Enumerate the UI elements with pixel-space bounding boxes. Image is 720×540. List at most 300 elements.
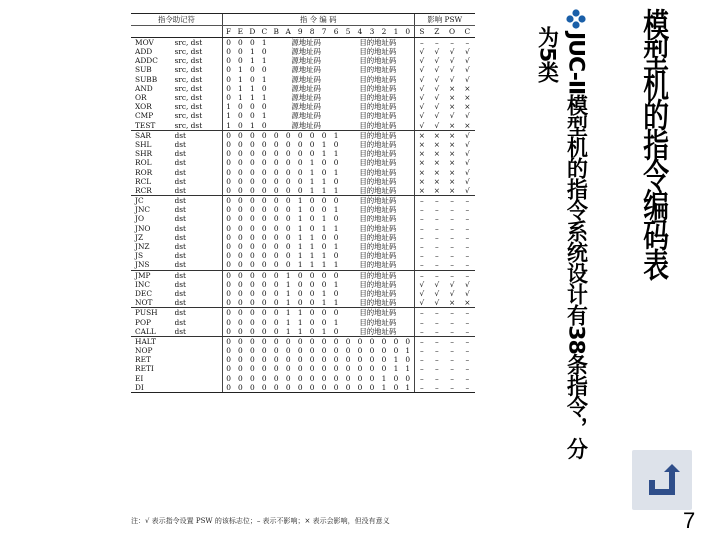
bit-cell: 0 xyxy=(249,373,255,383)
bit-cell: 0 xyxy=(237,336,243,346)
bit-cell: 0 xyxy=(249,214,255,224)
destination-address-field: 目的地址码 xyxy=(359,102,397,112)
bit-cell: 0 xyxy=(381,355,387,365)
mnemonic-cell: JNZ xyxy=(135,242,150,252)
bit-cell: 1 xyxy=(285,270,291,280)
bit-cell: 0 xyxy=(393,346,399,356)
bit-header: 1 xyxy=(390,26,402,38)
table-row xyxy=(131,270,475,280)
operand-cell: dst xyxy=(174,158,187,168)
bit-cell: 0 xyxy=(297,279,303,289)
bit-cell: 0 xyxy=(309,355,315,365)
bit-cell: 0 xyxy=(237,308,243,318)
bit-cell: 0 xyxy=(270,327,282,337)
bit-cell: 0 xyxy=(405,336,411,346)
mnemonic-cell: JZ xyxy=(135,232,144,242)
operand-cell: dst xyxy=(174,214,187,224)
bit-header: 4 xyxy=(354,26,366,38)
bit-cell: 0 xyxy=(249,74,255,84)
bit-cell: 0 xyxy=(285,149,291,159)
bit-cell: 0 xyxy=(222,38,234,48)
psw-flag-cell: – xyxy=(434,355,439,365)
bit-cell: 0 xyxy=(222,93,234,102)
table-row xyxy=(131,168,475,177)
mnemonic-cell: JC xyxy=(135,196,144,206)
bit-cell: 0 xyxy=(297,167,303,177)
bit-cell: 0 xyxy=(333,355,339,365)
operand-cell xyxy=(175,346,223,355)
destination-address-field: 目的地址码 xyxy=(359,93,397,103)
bit-cell: 0 xyxy=(297,289,303,298)
bit-cell: 0 xyxy=(261,251,267,261)
bit-cell: 1 xyxy=(282,327,294,337)
psw-flag-cell: – xyxy=(460,327,475,337)
bit-cell: 0 xyxy=(222,56,234,65)
source-address-field: 源地址码 xyxy=(291,56,321,66)
bit-cell: 0 xyxy=(321,279,327,289)
source-address-field: 源地址码 xyxy=(291,83,321,93)
bit-cell: 0 xyxy=(285,158,291,168)
psw-flag-cell: × xyxy=(460,298,475,308)
psw-flag-cell: – xyxy=(450,355,454,365)
diamond-bullet-icon xyxy=(565,8,587,30)
bit-cell: 1 xyxy=(330,186,342,196)
bit-cell: 0 xyxy=(309,279,315,289)
bit-cell: 0 xyxy=(321,130,327,140)
bit-cell: 0 xyxy=(249,167,255,177)
destination-address-field: 目的地址码 xyxy=(359,65,397,75)
bit-cell: 0 xyxy=(393,373,399,383)
psw-flag-cell: √ xyxy=(434,83,440,93)
destination-address-field: 目的地址码 xyxy=(359,196,397,206)
bit-cell: 0 xyxy=(237,270,243,280)
table-row xyxy=(131,38,475,48)
bit-cell: 1 xyxy=(285,279,291,289)
bit-cell: 0 xyxy=(285,196,291,206)
bit-cell: 1 xyxy=(318,298,330,308)
bit-cell: 0 xyxy=(222,337,234,347)
destination-address-field: 目的地址码 xyxy=(359,130,397,140)
bit-cell: 0 xyxy=(222,280,234,289)
mnemonic-cell: INC xyxy=(135,279,151,289)
psw-flag-cell: × xyxy=(444,186,459,196)
destination-address-field: 目的地址码 xyxy=(359,232,397,242)
bit-cell: 0 xyxy=(249,364,255,374)
bit-header: 6 xyxy=(330,26,342,38)
psw-flag-cell: √ xyxy=(414,56,429,65)
psw-flag-cell: × xyxy=(429,186,444,196)
psw-flag-cell: – xyxy=(444,383,459,393)
bit-cell: 1 xyxy=(309,158,315,168)
bit-cell: 0 xyxy=(270,383,282,393)
bit-cell: 1 xyxy=(297,251,303,261)
bit-cell: 0 xyxy=(261,83,267,93)
bit-cell: 0 xyxy=(309,289,315,298)
bit-cell: 0 xyxy=(345,355,351,365)
bit-cell: 0 xyxy=(321,232,327,242)
psw-flag-cell: – xyxy=(465,223,470,233)
bit-cell: 0 xyxy=(321,346,327,356)
bit-cell: 1 xyxy=(261,93,267,103)
bit-cell: 0 xyxy=(261,308,267,318)
mnemonic-cell: JO xyxy=(135,214,145,224)
table-row xyxy=(131,140,475,149)
back-button[interactable] xyxy=(632,450,692,510)
bit-cell: 1 xyxy=(333,149,339,159)
bit-cell: 0 xyxy=(294,186,306,196)
psw-flag-cell: – xyxy=(450,232,454,242)
psw-flag-cell: – xyxy=(434,346,439,356)
psw-flag-cell: – xyxy=(414,308,429,318)
bit-cell: 0 xyxy=(273,373,279,383)
operand-cell: dst xyxy=(174,149,187,159)
bit-cell: 0 xyxy=(261,205,267,215)
bit-cell: 0 xyxy=(306,327,318,337)
bit-cell: 1 xyxy=(333,242,339,252)
bit-cell: 0 xyxy=(249,270,255,280)
bit-cell: 0 xyxy=(249,102,255,112)
psw-flag-cell: × xyxy=(444,121,459,131)
mnemonic-cell: RET xyxy=(135,355,151,365)
bit-cell: 0 xyxy=(246,383,258,393)
psw-flag-cell: – xyxy=(465,205,470,215)
psw-flag-cell: – xyxy=(465,251,470,261)
psw-flag-cell: √ xyxy=(429,121,444,131)
bit-cell: 1 xyxy=(297,308,303,318)
mnemonic-cell: AND xyxy=(135,83,153,93)
bit-cell: 0 xyxy=(249,279,255,289)
table-row xyxy=(131,308,475,318)
psw-flag-cell: – xyxy=(414,38,429,48)
bit-cell: 0 xyxy=(222,374,234,383)
bit-cell: 0 xyxy=(321,317,327,327)
bit-cell: 0 xyxy=(249,289,255,298)
psw-flag-cell: √ xyxy=(464,279,470,289)
psw-flag-cell: – xyxy=(465,336,470,346)
destination-address-field: 目的地址码 xyxy=(359,279,397,289)
bit-cell: 1 xyxy=(294,327,306,337)
operand-cell: dst xyxy=(174,279,187,289)
psw-flag-cell: √ xyxy=(464,47,470,57)
operand-cell: dst xyxy=(175,327,223,337)
bullet-text: JUC-II模型机的指令系统设计有38条指令，分 xyxy=(563,32,588,459)
bit-cell: 1 xyxy=(249,83,255,93)
bit-cell: 0 xyxy=(294,298,306,308)
bit-cell: 0 xyxy=(309,346,315,356)
bit-cell: 1 xyxy=(297,223,303,233)
bit-cell: 0 xyxy=(297,176,303,186)
bit-cell: 0 xyxy=(273,205,279,215)
psw-flag-cell: – xyxy=(444,261,459,271)
table-row xyxy=(131,233,475,242)
mnemonic-cell: RCL xyxy=(135,176,152,186)
bit-cell: 0 xyxy=(321,270,327,280)
bit-cell: 0 xyxy=(273,176,279,186)
bit-cell: 0 xyxy=(249,355,255,365)
bit-cell: 0 xyxy=(333,373,339,383)
operand-cell: dst xyxy=(174,251,187,261)
psw-flag-cell: √ xyxy=(414,289,429,298)
bit-cell: 0 xyxy=(222,318,234,327)
psw-flag-cell: – xyxy=(465,373,470,383)
bit-cell: 1 xyxy=(381,373,387,383)
psw-flag-cell: – xyxy=(450,37,454,47)
bit-cell: 0 xyxy=(309,336,315,346)
mnemonic-cell: SAR xyxy=(135,130,151,140)
psw-flag-cell: – xyxy=(414,233,429,242)
psw-flag-cell: √ xyxy=(414,66,429,75)
operand-cell: src, dst xyxy=(174,37,203,47)
bit-cell: 0 xyxy=(249,65,255,75)
bit-cell: 1 xyxy=(297,214,303,224)
bit-cell: 0 xyxy=(285,223,291,233)
bit-cell: 0 xyxy=(237,355,243,365)
table-row xyxy=(131,318,475,327)
mnemonic-cell: RCR xyxy=(131,186,175,196)
bit-cell: 0 xyxy=(237,223,243,233)
destination-address-field: 目的地址码 xyxy=(359,176,397,186)
psw-flag-cell: × xyxy=(464,102,471,112)
psw-flag-cell: √ xyxy=(449,111,455,121)
bit-cell: 0 xyxy=(273,279,279,289)
bit-cell: 0 xyxy=(381,346,387,356)
bit-cell: 0 xyxy=(249,317,255,327)
operand-cell: dst xyxy=(174,176,187,186)
psw-flag-cell: √ xyxy=(434,93,440,103)
operand-cell: dst xyxy=(174,130,187,140)
bit-header: 5 xyxy=(342,26,354,38)
bit-cell: 0 xyxy=(222,270,234,280)
bit-cell: 0 xyxy=(321,205,327,215)
psw-flag-cell: √ xyxy=(464,65,470,75)
table-row xyxy=(131,93,475,102)
bit-cell: 0 xyxy=(309,196,315,206)
table-row xyxy=(131,47,475,56)
bit-header: F xyxy=(222,26,234,38)
bit-header: C xyxy=(258,26,270,38)
table-row xyxy=(131,121,475,131)
bit-cell: 0 xyxy=(306,383,318,393)
psw-flag-cell: – xyxy=(465,317,470,327)
psw-flag-cell: – xyxy=(450,223,454,233)
psw-flag-cell: √ xyxy=(414,102,429,111)
bit-cell: 0 xyxy=(249,140,255,149)
psw-flag-cell: – xyxy=(414,374,429,383)
mnemonic-cell: OR xyxy=(135,93,147,103)
bit-cell: 0 xyxy=(237,317,243,327)
psw-flag-cell: – xyxy=(450,308,454,318)
bit-header: B xyxy=(270,26,282,38)
bit-cell: 0 xyxy=(249,196,255,206)
source-address-field: 源地址码 xyxy=(291,47,321,57)
bit-cell: 1 xyxy=(309,167,315,177)
bit-cell: 0 xyxy=(357,346,363,356)
psw-flag-cell: – xyxy=(414,270,429,280)
bit-cell: 0 xyxy=(366,383,378,393)
mnemonic-cell: CALL xyxy=(131,327,175,337)
mnemonic-cell: TEST xyxy=(131,121,175,131)
destination-address-field: 目的地址码 xyxy=(359,83,397,93)
psw-flag-cell: √ xyxy=(449,47,455,57)
bit-cell: 0 xyxy=(261,364,267,374)
psw-flag-cell: √ xyxy=(414,84,429,93)
bit-header: 0 xyxy=(402,26,414,38)
bit-cell: 0 xyxy=(222,383,234,393)
psw-flag-cell: – xyxy=(465,346,470,356)
bit-cell: 1 xyxy=(297,205,303,215)
psw-flag-cell: – xyxy=(414,242,429,251)
mnemonic-cell: SHL xyxy=(135,140,152,149)
bit-cell: 0 xyxy=(333,158,339,168)
mnemonic-cell: MOV xyxy=(135,37,154,47)
bit-cell: 0 xyxy=(354,383,366,393)
bit-cell: 0 xyxy=(249,346,255,356)
bit-cell: 1 xyxy=(309,242,315,252)
table-row xyxy=(131,261,475,271)
bit-cell: 0 xyxy=(237,167,243,177)
mnemonic-cell: SUB xyxy=(135,65,152,75)
bit-cell: 1 xyxy=(261,111,267,121)
bit-cell: 0 xyxy=(261,47,267,57)
table-row xyxy=(131,383,475,393)
table-row xyxy=(131,56,475,65)
psw-flag-cell: – xyxy=(434,373,439,383)
bit-cell: 0 xyxy=(285,355,291,365)
bit-cell: 0 xyxy=(309,308,315,318)
bit-cell: 0 xyxy=(270,298,282,308)
bit-header: 9 xyxy=(294,26,306,38)
psw-flag-cell: – xyxy=(465,270,470,280)
operand-cell: dst xyxy=(174,140,187,149)
page-number: 7 xyxy=(683,508,696,533)
bit-cell: 0 xyxy=(261,140,267,149)
bit-cell: 0 xyxy=(309,317,315,327)
bit-cell: 0 xyxy=(261,223,267,233)
bit-cell: 0 xyxy=(273,251,279,261)
operand-cell: dst xyxy=(174,242,187,252)
mnemonic-cell: ROR xyxy=(135,167,153,177)
flag-header: Z xyxy=(429,26,444,38)
bit-cell: 0 xyxy=(321,364,327,374)
bit-cell: 0 xyxy=(261,176,267,186)
psw-flag-cell: × xyxy=(448,149,456,159)
bit-cell: 0 xyxy=(234,261,246,271)
bit-cell: 1 xyxy=(261,37,267,47)
psw-flag-cell: √ xyxy=(414,298,429,308)
bit-cell: 0 xyxy=(222,355,234,364)
psw-flag-cell: – xyxy=(450,205,454,215)
table-row xyxy=(131,327,475,337)
bit-cell: 0 xyxy=(258,298,270,308)
bit-cell: 0 xyxy=(309,130,315,140)
mnemonic-cell: NOT xyxy=(131,298,175,308)
mnemonic-cell: SUBB xyxy=(135,74,158,84)
bit-cell: 0 xyxy=(282,186,294,196)
operand-cell: dst xyxy=(174,223,187,233)
psw-flag-cell: √ xyxy=(434,279,440,289)
bit-cell: 0 xyxy=(294,383,306,393)
bit-cell: 1 xyxy=(321,251,327,261)
psw-flag-cell: × xyxy=(448,93,456,103)
destination-address-field: 目的地址码 xyxy=(359,308,397,318)
bit-cell: 1 xyxy=(333,167,339,177)
mnemonic-cell: HALT xyxy=(135,336,157,346)
bit-cell: 0 xyxy=(345,373,351,383)
bit-cell: 0 xyxy=(333,308,339,318)
psw-flag-cell: – xyxy=(414,383,429,393)
bit-cell: 0 xyxy=(222,158,234,167)
bit-cell: 0 xyxy=(234,298,246,308)
bit-cell: 0 xyxy=(249,205,255,215)
operand-cell: dst xyxy=(174,167,187,177)
table-row xyxy=(131,346,475,355)
bit-cell: 0 xyxy=(246,186,258,196)
destination-address-field: 目的地址码 xyxy=(359,149,397,159)
bit-cell: 0 xyxy=(318,383,330,393)
bit-cell: 0 xyxy=(222,365,234,374)
bit-cell: 1 xyxy=(237,74,243,84)
bit-cell: 0 xyxy=(261,158,267,168)
table-row xyxy=(131,84,475,93)
destination-address-field: 目的地址码 xyxy=(359,242,397,252)
table-row xyxy=(131,355,475,364)
psw-flag-cell: – xyxy=(460,383,475,393)
psw-flag-cell: – xyxy=(450,373,454,383)
psw-flag-cell: – xyxy=(450,346,454,356)
bit-cell: 0 xyxy=(321,167,327,177)
bit-cell: 0 xyxy=(285,232,291,242)
table-row xyxy=(131,365,475,374)
operand-cell: src, dst xyxy=(174,47,203,57)
destination-address-field: 目的地址码 xyxy=(359,251,397,261)
bit-cell: 0 xyxy=(237,364,243,374)
bit-cell: 0 xyxy=(285,214,291,224)
operand-cell: dst xyxy=(174,232,187,242)
psw-flag-cell: √ xyxy=(464,140,470,149)
operand-cell: src, dst xyxy=(174,111,203,121)
bit-cell: 0 xyxy=(285,140,291,149)
operand-cell: src, dst xyxy=(175,121,223,131)
operand-cell xyxy=(175,355,223,364)
bit-cell: 0 xyxy=(285,364,291,374)
bit-cell: 0 xyxy=(249,232,255,242)
bit-cell: 1 xyxy=(321,140,327,149)
bit-cell: 0 xyxy=(285,242,291,252)
flag-header: O xyxy=(444,26,459,38)
bit-cell: 0 xyxy=(333,196,339,206)
source-address-field: 源地址码 xyxy=(270,121,342,131)
table-row xyxy=(131,75,475,84)
bit-cell: 0 xyxy=(237,149,243,159)
destination-address-field: 目的地址码 xyxy=(342,298,414,308)
bit-cell: 0 xyxy=(222,205,234,214)
psw-flag-cell: – xyxy=(434,270,439,280)
table-row xyxy=(131,149,475,158)
source-address-field: 源地址码 xyxy=(291,102,321,112)
mnemonic-cell: JS xyxy=(135,251,144,261)
bit-cell: 0 xyxy=(273,130,279,140)
bit-cell: 0 xyxy=(261,102,267,112)
bit-cell: 0 xyxy=(261,214,267,224)
psw-flag-cell: – xyxy=(414,346,429,355)
bit-cell: 1 xyxy=(249,93,255,103)
table-row xyxy=(131,158,475,167)
bit-cell: 0 xyxy=(285,251,291,261)
bit-header: D xyxy=(246,26,258,38)
psw-flag-cell: – xyxy=(450,317,454,327)
operand-cell: dst xyxy=(175,186,223,196)
psw-flag-cell: √ xyxy=(464,111,470,121)
